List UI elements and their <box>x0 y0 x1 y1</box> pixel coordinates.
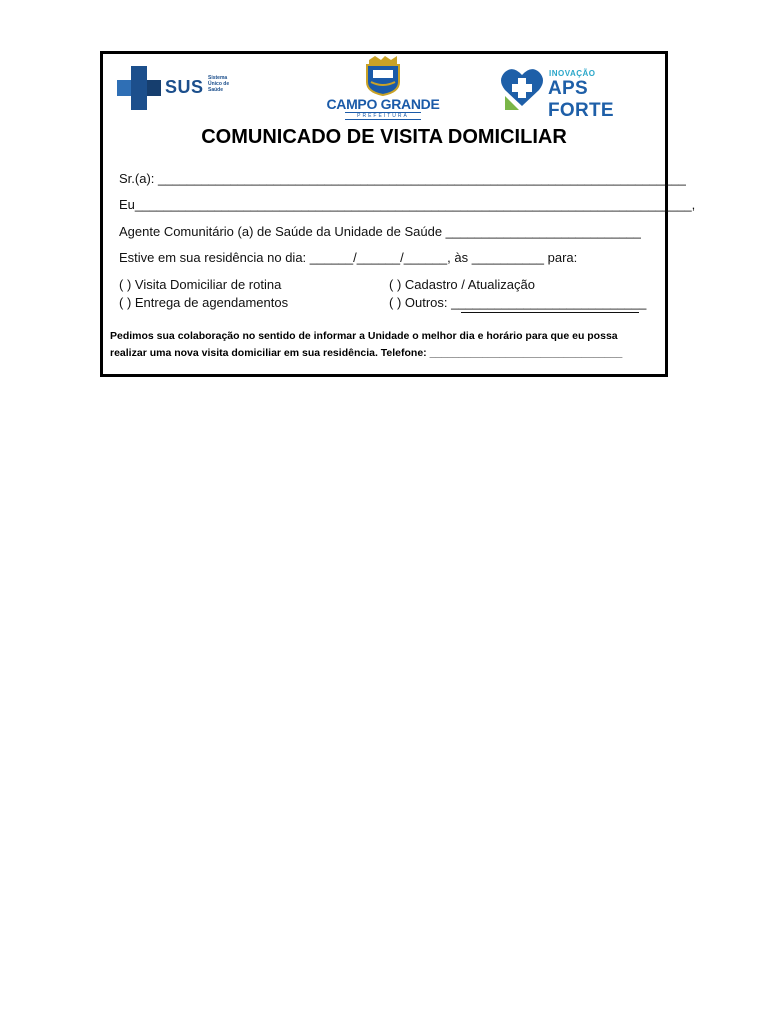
logo-header <box>103 54 665 124</box>
sus-cross-icon <box>115 64 163 112</box>
footer-line-1: Pedimos sua colaboração no sentido de informar a Unidade o melhor dia e horário para que eu possa <box>110 330 618 342</box>
eu-field-line: Eu_____________________________________________________________________________, <box>119 197 696 212</box>
others-continuation-line <box>461 312 639 313</box>
aps-logo-big-text: APS FORTE <box>548 78 614 121</box>
sus-logo-text: SUS <box>165 77 204 97</box>
footer-note <box>110 328 662 362</box>
sus-logo <box>115 64 233 112</box>
aps-forte-logo <box>499 66 651 121</box>
footer-line-2: realizar uma nova visita domiciliar em sua residência. Telefone: _________________________________ <box>110 347 623 359</box>
campo-grande-logo-text: CAMPO GRANDE <box>326 96 440 112</box>
campo-grande-logo-subtitle: PREFEITURA <box>345 112 421 120</box>
sr-field-line: Sr.(a): _________________________________________________________________________ <box>119 171 686 186</box>
heart-cross-icon <box>499 66 545 110</box>
visit-date-line: Estive em sua residência no dia: ______/______/______, às __________ para: <box>119 250 578 265</box>
option-appointment-delivery: ( ) Entrega de agendamentos <box>119 295 289 310</box>
option-registration-update: ( ) Cadastro / Atualização <box>389 277 535 292</box>
option-routine-visit: ( ) Visita Domiciliar de rotina <box>119 277 282 292</box>
agente-field-line: Agente Comunitário (a) de Saúde da Unidade de Saúde ___________________________ <box>119 224 641 239</box>
option-others: ( ) Outros: ___________________________ <box>389 295 647 310</box>
document-title: COMUNICADO DE VISITA DOMICILIAR <box>201 126 567 148</box>
campo-grande-logo <box>321 56 445 120</box>
aps-logo-small-text: INOVAÇÃO <box>549 69 596 78</box>
visit-notice-card <box>100 51 696 377</box>
city-crest-icon <box>321 56 445 96</box>
sus-logo-subtitle: Sistema Único de Saúde <box>208 75 230 93</box>
